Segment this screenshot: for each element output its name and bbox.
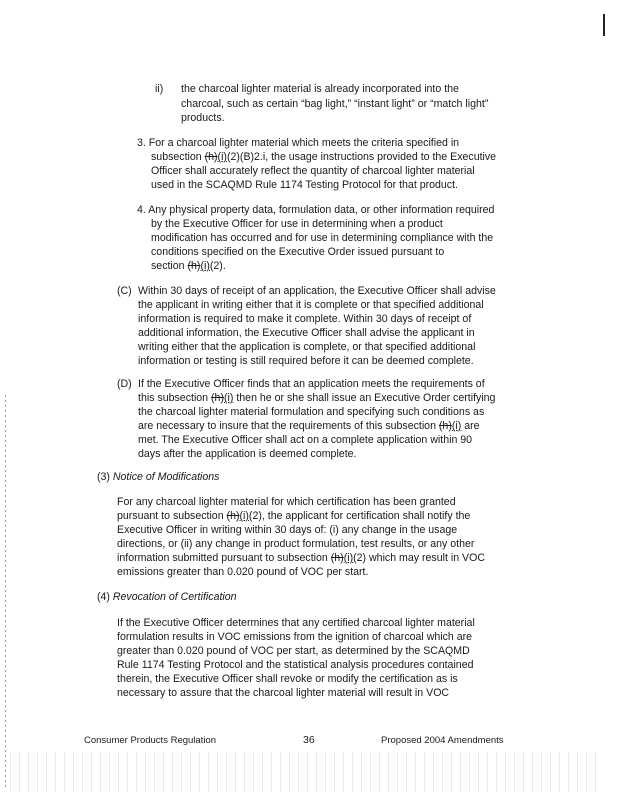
text-line: 4. Any physical property data, formulation data, or other information required xyxy=(137,204,495,216)
text-line: by the Executive Officer for use in determining when a product xyxy=(151,218,443,230)
text-line: modification has occurred and for use in determining compliance with the xyxy=(151,232,494,244)
text-segment: (2) which may result in VOC xyxy=(353,552,486,564)
inserted-text: (i) xyxy=(217,151,227,163)
text-line: therein, the Executive Officer shall revoke or modify the certification as is xyxy=(117,673,458,685)
inserted-text: (i) xyxy=(239,510,249,522)
page-corner-mark xyxy=(603,14,605,36)
text-line: days after the application is deemed complete. xyxy=(138,448,357,460)
inserted-text: (i) xyxy=(223,392,234,404)
heading-number: (4) xyxy=(97,591,113,603)
heading-number: (3) xyxy=(97,471,113,483)
deleted-text: (h) xyxy=(187,260,201,272)
text-segment: this subsection xyxy=(138,392,212,404)
text-segment: subsection xyxy=(151,151,205,163)
text-line xyxy=(138,419,480,434)
text-line: information or testing is still required before it can be deemed complete. xyxy=(138,355,474,367)
text-line: additional information, the Executive Officer shall advise the applicant in xyxy=(138,327,475,339)
inserted-text: (i) xyxy=(343,552,354,564)
text-line: For any charcoal lighter material for which certification has been granted xyxy=(117,496,456,508)
text-segment: are xyxy=(461,420,480,432)
deleted-text: (h) xyxy=(330,552,344,564)
heading-title: Notice of Modifications xyxy=(112,471,220,483)
scan-margin-artifact xyxy=(5,395,6,790)
list-marker: (D) xyxy=(117,378,132,390)
text-line xyxy=(117,509,470,524)
deleted-text: (h) xyxy=(226,510,240,522)
deleted-text: (h) xyxy=(438,420,452,432)
text-line xyxy=(117,551,485,566)
text-line: greater than 0.020 pound of VOC per start, as determined by the SCAQMD xyxy=(117,645,470,657)
text-line: information is required to make it complete. Within 30 days of receipt of xyxy=(138,313,472,325)
section-heading-revocation-of-certification xyxy=(97,590,237,605)
deleted-text: (h) xyxy=(204,151,218,163)
text-segment: (2). xyxy=(209,260,226,272)
text-line xyxy=(151,259,226,274)
text-line xyxy=(151,150,496,165)
section-heading-notice-of-modifications xyxy=(97,470,219,485)
deleted-text: (h) xyxy=(211,392,224,404)
text-segment: then he or she shall issue an Executive Order certifying xyxy=(233,392,496,404)
text-line: Officer shall accurately reflect the quantity of charcoal lighter material xyxy=(151,165,475,177)
scan-footer-noise xyxy=(10,752,600,792)
text-segment: are necessary to insure that the requirements of this subsection xyxy=(138,420,439,432)
text-segment: (2)(B)2.i, the usage instructions provided to the Executive xyxy=(226,151,497,163)
text-line: Executive Officer in writing within 30 days of: (i) any change in the usage xyxy=(117,524,458,536)
text-segment: information submitted pursuant to subsection xyxy=(117,552,331,564)
text-line: Within 30 days of receipt of an application, the Executive Officer shall advise xyxy=(138,285,496,297)
text-segment: pursuant to subsection xyxy=(117,510,227,522)
text-line: the charcoal lighter material is already incorporated into the xyxy=(181,83,459,95)
text-line xyxy=(138,391,495,406)
text-line: directions, or (ii) any change in product formulation, test results, or any other xyxy=(117,538,475,550)
text-line: writing either that the application is complete, or that specified additional xyxy=(138,341,476,353)
text-line: charcoal, such as certain “bag light,” “instant light” or “match light” xyxy=(181,98,489,110)
list-marker: (C) xyxy=(117,285,132,297)
list-marker: ii) xyxy=(155,83,164,95)
heading-title: Revocation of Certification xyxy=(112,591,237,603)
inserted-text: (i) xyxy=(451,420,462,432)
text-line: used in the SCAQMD Rule 1174 Testing Protocol for that product. xyxy=(151,179,458,191)
text-line: If the Executive Officer determines that any certified charcoal lighter material xyxy=(117,617,475,629)
text-line: conditions specified on the Executive Order issued pursuant to xyxy=(151,246,445,258)
text-line: emissions greater than 0.020 pound of VOC per start. xyxy=(117,566,369,578)
text-line: If the Executive Officer finds that an application meets the requirements of xyxy=(138,378,485,390)
text-line: 3. For a charcoal lighter material which meets the criteria specified in xyxy=(137,137,460,149)
inserted-text: (i) xyxy=(200,260,210,272)
text-segment: (2), the applicant for certification shall notify the xyxy=(248,510,471,522)
text-line: Rule 1174 Testing Protocol and the statistical analysis procedures contained xyxy=(117,659,474,671)
text-line: the applicant in writing either that it is complete or that specified additional xyxy=(138,299,484,311)
text-segment: section xyxy=(151,260,188,272)
footer-right: Proposed 2004 Amendments xyxy=(381,735,504,746)
text-line: products. xyxy=(181,112,225,124)
footer-left: Consumer Products Regulation xyxy=(84,735,217,746)
text-line: the charcoal lighter material formulation and specifying such conditions as xyxy=(138,406,485,418)
page-number: 36 xyxy=(303,734,315,746)
text-line: formulation results in VOC emissions from the ignition of charcoal which are xyxy=(117,631,473,643)
text-line: necessary to assure that the charcoal lighter material will result in VOC xyxy=(117,687,450,699)
text-line: met. The Executive Officer shall act on a complete application within 90 xyxy=(138,434,473,446)
